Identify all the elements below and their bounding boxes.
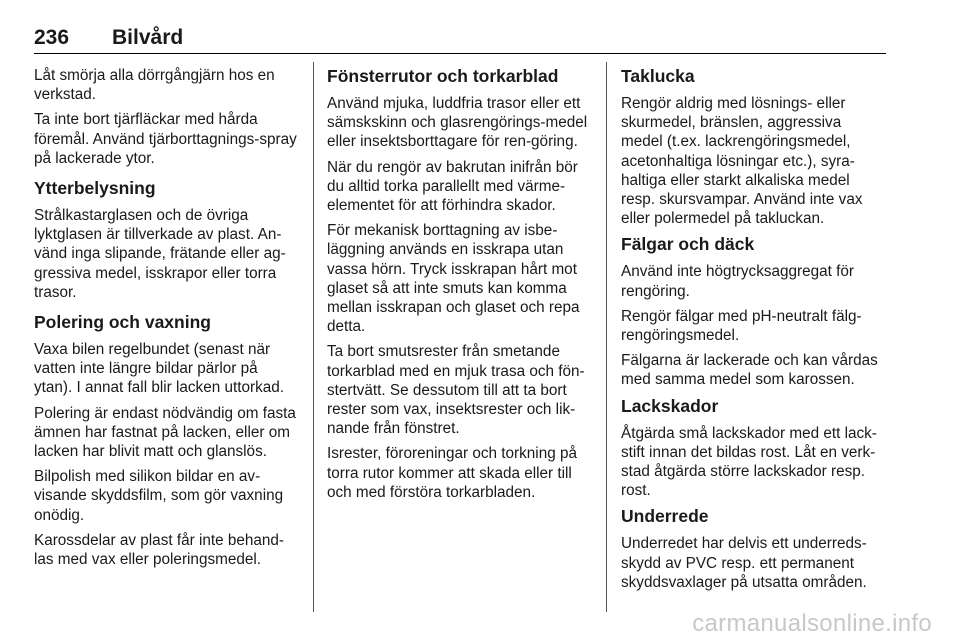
paragraph: Vaxa bilen regelbundet (senast när vatten inte längre bildar pärlor på ytan). I annat fall blir lacken uttorkad. xyxy=(34,341,284,397)
section-heading: Taklucka xyxy=(621,66,695,86)
column-2 xyxy=(327,66,593,508)
section-heading: Lackskador xyxy=(621,395,719,416)
paragraph: Karossdelar av plast får inte behand-las med vax eller poleringsmedel. xyxy=(34,531,284,569)
section-heading: Underrede xyxy=(621,506,709,527)
chapter-title: Bilvård xyxy=(112,26,184,49)
watermark-text: carmanualsonline.info xyxy=(692,610,932,637)
paragraph: Ta inte bort tjärfläckar med hårda föremål. Använd tjärborttagnings-spray på lackerade ytor. xyxy=(34,111,297,167)
page-header xyxy=(34,26,886,52)
paragraph: Polering är endast nödvändig om fasta ämnen har fastnat på lacken, eller om lacken har blivit matt och glanslös. xyxy=(34,404,296,461)
paragraph: Rengör aldrig med lösnings- eller skurmedel, bränslen, aggressiva medel (t.ex. lackrengöringsmedel, acetonhaltiga lösningar etc.), syra-haltiga eller starkt alkaliska medel resp. skursvampar. Använd inte vax eller polermedel på takluckan. xyxy=(621,95,863,228)
paragraph: När du rengör av bakrutan inifrån bör du alltid torka parallellt med värme-elementet för att förhindra skador. xyxy=(327,158,578,215)
paragraph: Rengör fälgar med pH-neutralt fälg-rengöringsmedel. xyxy=(621,307,862,345)
column-divider xyxy=(606,62,607,612)
paragraph: Låt smörja alla dörrgångjärn hos en verkstad. xyxy=(34,67,275,104)
section-heading: Polering och vaxning xyxy=(34,312,211,333)
column-3 xyxy=(621,66,887,598)
section-heading: Fälgar och däck xyxy=(621,234,755,255)
column-1 xyxy=(34,66,298,575)
header-rule xyxy=(34,53,886,54)
section-heading: Fönsterrutor och torkarblad xyxy=(327,66,559,86)
paragraph: Bilpolish med silikon bildar en av-visande skyddsfilm, som gör vaxning onödig. xyxy=(34,468,284,524)
paragraph: Använd inte högtrycksaggregat för rengöring. xyxy=(621,263,854,300)
paragraph: Strålkastarglasen och de övriga lyktglasen är tillverkade av plast. An-vänd inga slipande, frätande eller ag-gressiva medel, isskrapor eller torra trasor. xyxy=(34,207,286,301)
paragraph: Underredet har delvis ett underreds-skydd av PVC resp. ett permanent skyddsvaxlager på utsatta områden. xyxy=(621,535,867,591)
paragraph: Åtgärda små lackskador med ett lack-stift innan det bildas rost. Låt en verk-stad åtgärda större lackskador resp. rost. xyxy=(621,424,877,500)
section-heading: Ytterbelysning xyxy=(34,178,156,199)
column-divider xyxy=(313,62,314,612)
paragraph: För mekanisk borttagning av isbe-läggning används en isskrapa utan vassa hörn. Tryck isskrapan hårt mot glaset så att inte smuts kan komma mellan isskrapan och glaset och repa detta. xyxy=(327,222,580,336)
paragraph: Fälgarna är lackerade och kan vårdas med samma medel som karossen. xyxy=(621,352,878,389)
paragraph: Använd mjuka, luddfria trasor eller ett sämskskinn och glasrengörings-medel eller insektsborttagare för ren-göring. xyxy=(327,95,588,151)
paragraph: Isrester, föroreningar och torkning på torra rutor kommer att skada eller till och med förstöra torkarbladen. xyxy=(327,445,577,501)
paragraph: Ta bort smutsrester från smetande torkarblad med en mjuk trasa och fön-stertvätt. Se dessutom till att ta bort rester som vax, insektsrester och lik-nande från fönstret. xyxy=(327,343,585,438)
page-number: 236 xyxy=(34,26,70,49)
